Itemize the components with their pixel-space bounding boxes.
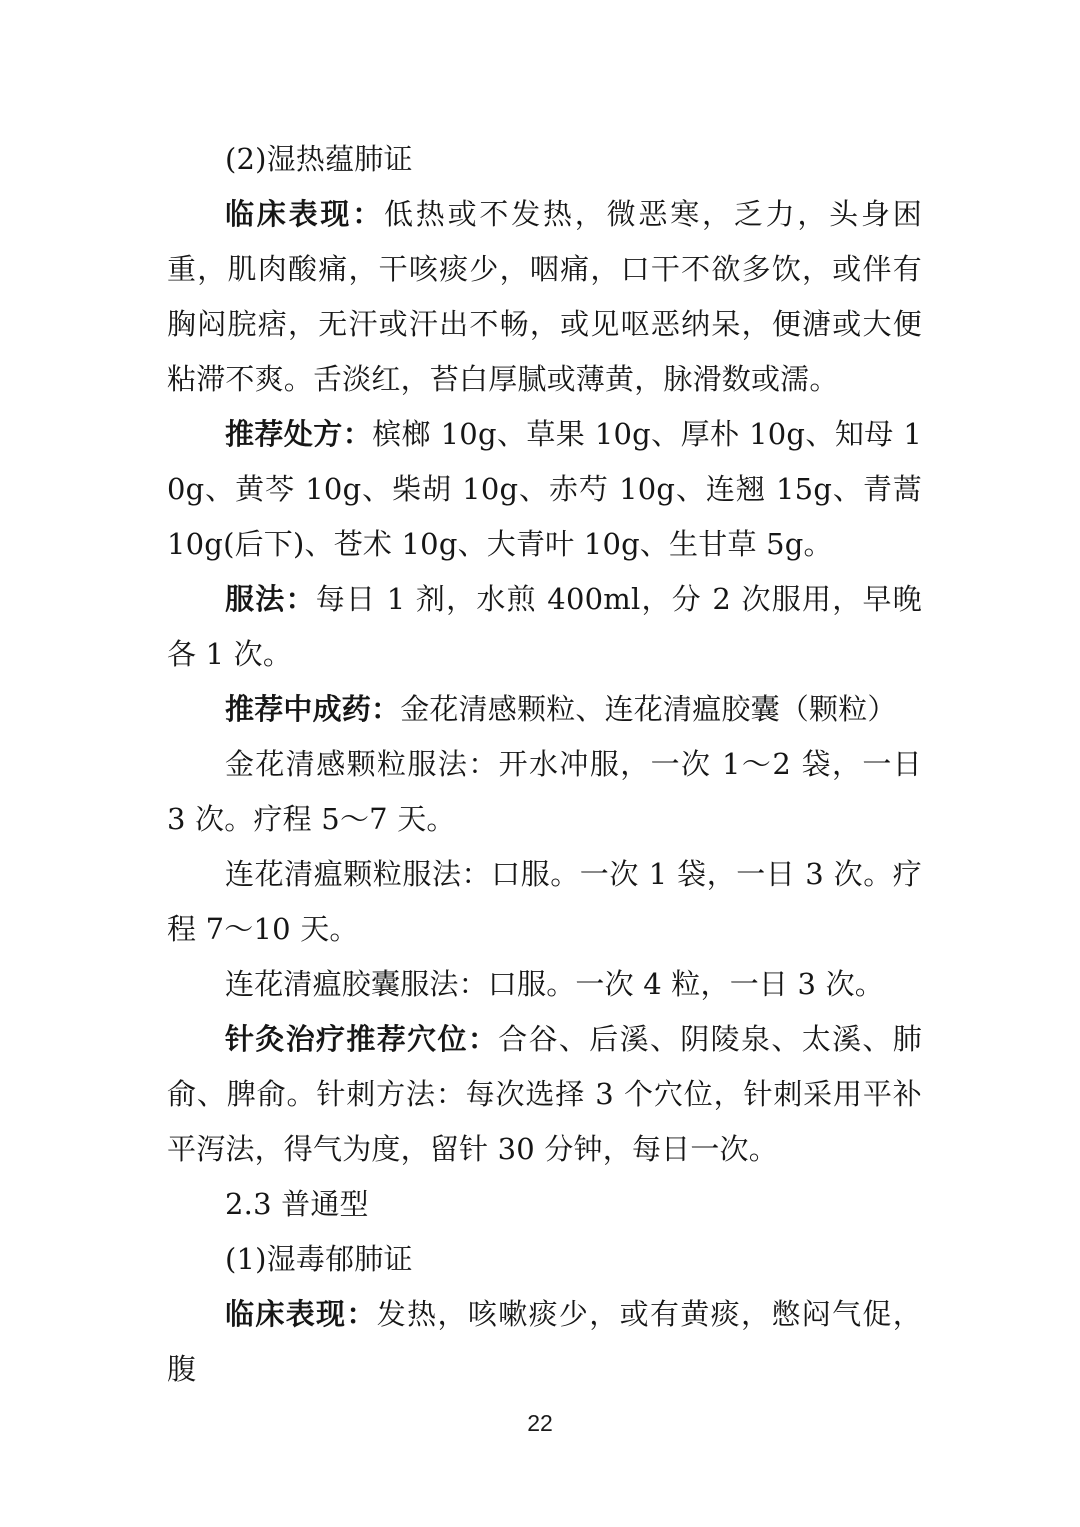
heading-damp-toxin-lung-syndrome: [167, 1232, 922, 1287]
paragraph-text: 低热或不发热，微恶寒，乏力，头身困重，肌肉酸痛，干咳痰少，咽痛，口干不欲多饮，或伴有胸闷脘痞，无汗或汗出不畅，或见呕恶纳呆，便溏或大便粘滞不爽。舌淡红，苔白厚腻或薄黄，脉滑数或濡。: [167, 197, 922, 396]
paragraph-label: 针灸治疗推荐穴位：: [225, 1022, 499, 1056]
administration-method-paragraph: [167, 572, 922, 682]
paragraph-text: 2.3 普通型: [225, 1187, 369, 1221]
clinical-manifestations-paragraph: [167, 187, 922, 407]
paragraph-text: 连花清瘟颗粒服法：口服。一次 1 袋，一日 3 次。疗程 7～10 天。: [167, 857, 922, 946]
lianhua-qingwen-capsule-usage-paragraph: [167, 957, 922, 1012]
paragraph-label: 服法：: [225, 582, 316, 616]
recommended-prescription-paragraph: [167, 407, 922, 572]
paragraph-text: 槟榔 10g、草果 10g、厚朴 10g、知母 10g、黄芩 10g、柴胡 10g、赤芍 10g、连翘 15g、青蒿 10g(后下)、苍术 10g、大青叶 10g、生甘草 5g。: [167, 417, 922, 561]
recommended-patent-medicine-paragraph: [167, 682, 922, 737]
paragraph-label: 临床表现：: [225, 197, 384, 231]
paragraph-text: 金花清感颗粒、连花清瘟胶囊（颗粒）: [400, 692, 897, 726]
paragraph-text: 连花清瘟胶囊服法：口服。一次 4 粒，一日 3 次。: [225, 967, 884, 1001]
paragraph-text: 合谷、后溪、阴陵泉、太溪、肺俞、脾俞。针刺方法：每次选择 3 个穴位，针刺采用平补平泻法，得气为度，留针 30 分钟，每日一次。: [167, 1022, 922, 1166]
clinical-manifestations-paragraph: [167, 1287, 922, 1397]
heading-damp-heat-lung-syndrome: [167, 132, 922, 187]
section-heading-common-type: [167, 1177, 922, 1232]
paragraph-text: 发热，咳嗽痰少，或有黄痰，憋闷气促，腹: [167, 1297, 922, 1386]
acupuncture-points-paragraph: [167, 1012, 922, 1177]
paragraph-text: (2)湿热蕴肺证: [225, 142, 413, 176]
paragraph-text: (1)湿毒郁肺证: [225, 1242, 413, 1276]
page-number: 22: [527, 1410, 553, 1436]
paragraph-label: 推荐处方：: [225, 417, 373, 451]
lianhua-qingwen-granule-usage-paragraph: [167, 847, 922, 957]
paragraph-label: 临床表现：: [225, 1297, 377, 1331]
paragraph-text: 每日 1 剂，水煎 400ml，分 2 次服用，早晚各 1 次。: [167, 582, 922, 671]
paragraph-text: 金花清感颗粒服法：开水冲服，一次 1～2 袋，一日 3 次。疗程 5～7 天。: [167, 747, 922, 836]
paragraph-label: 推荐中成药：: [225, 692, 401, 726]
document-body: [167, 132, 922, 1397]
jinhua-qinggan-granule-usage-paragraph: [167, 737, 922, 847]
